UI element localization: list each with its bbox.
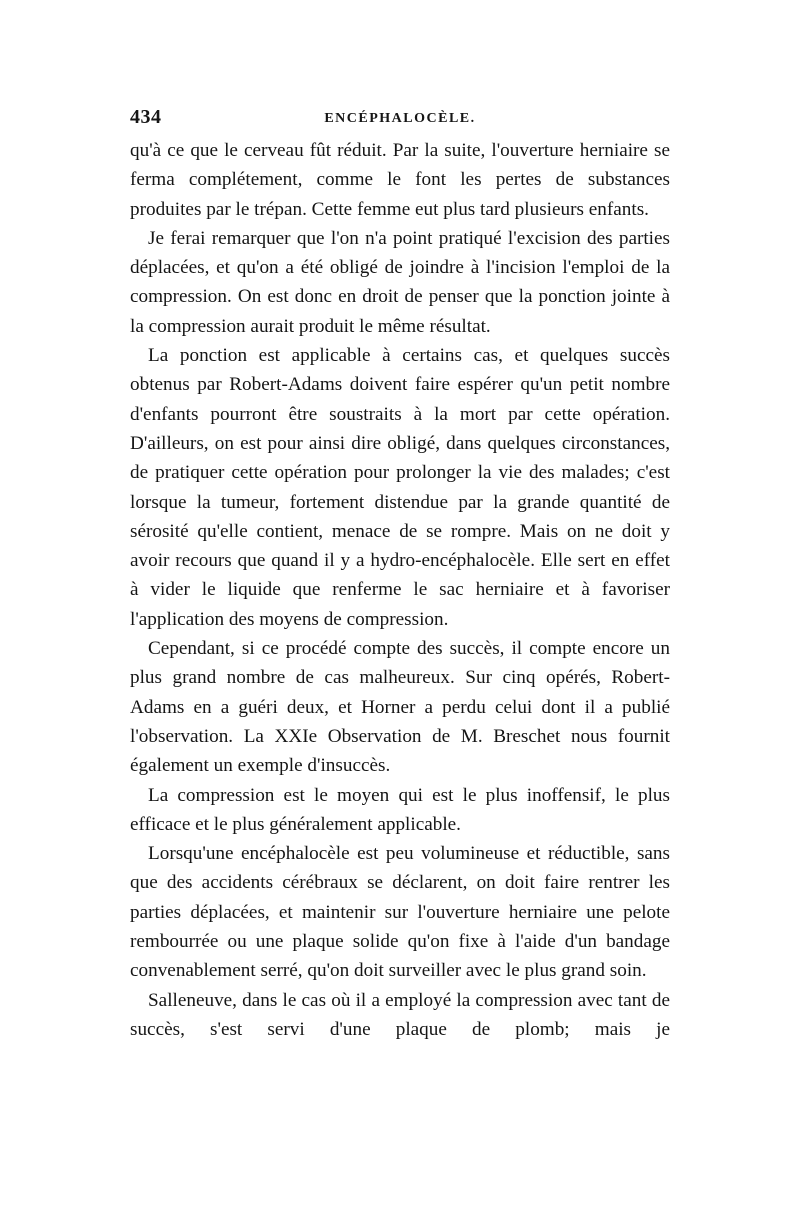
paragraph-5: La compression est le moyen qui est le plus inoffensif, le plus efficace et le plus généralement applicable. bbox=[130, 784, 670, 835]
running-title: ENCÉPHALOCÈLE. bbox=[324, 111, 476, 126]
page-header bbox=[130, 100, 670, 136]
paragraph-6: Lorsqu'une encéphalocèle est peu volumineuse et réductible, sans que des accidents cérébraux se déclarent, on doit faire rentrer les parties déplacées, et maintenir sur l'ouverture herniaire une pelote rembourrée ou une plaque solide qu'on fixe à l'aide d'un bandage convenablement serré, qu'on doit surveiller avec le plus grand soin. bbox=[130, 843, 670, 982]
paragraph-1: qu'à ce que le cerveau fût réduit. Par la suite, l'ouverture herniaire se ferma complétement, comme le font les pertes de substances produites par le trépan. Cette femme eut plus tard plusieurs enfants. bbox=[130, 140, 670, 220]
paragraph-2: Je ferai remarquer que l'on n'a point pratiqué l'excision des parties déplacées, et qu'on a été obligé de joindre à l'incision l'emploi de la compression. On est donc en droit de penser que la ponction jointe à la compression aurait produit le même résultat. bbox=[130, 227, 670, 337]
book-page bbox=[130, 100, 670, 1044]
page-number: 434 bbox=[130, 106, 162, 128]
body-text bbox=[130, 136, 670, 1044]
paragraph-4: Cependant, si ce procédé compte des succès, il compte encore un plus grand nombre de cas malheureux. Sur cinq opérés, Robert-Adams en a guéri deux, et Horner a perdu celui dont il a publié l'observation. La XXIe Observation de M. Breschet nous fournit également un exemple d'insuccès. bbox=[130, 638, 670, 777]
paragraph-3: La ponction est applicable à certains cas, et quelques succès obtenus par Robert-Adams doivent faire espérer qu'un petit nombre d'enfants pourront être soustraits à la mort par cette opération. D'ailleurs, on est pour ainsi dire obligé, dans quelques circonstances, de pratiquer cette opération pour prolonger la vie des malades; c'est lorsque la tumeur, fortement distendue par la grande quantité de sérosité qu'elle contient, menace de se rompre. Mais on ne doit y avoir recours que quand il y a hydro-encéphalocèle. Elle sert en effet à vider le liquide que renferme le sac herniaire et à favoriser l'application des moyens de compression. bbox=[130, 345, 670, 630]
paragraph-7: Salleneuve, dans le cas où il a employé la compression avec tant de succès, s'est servi d'une plaque de plomb; mais je bbox=[130, 989, 670, 1040]
